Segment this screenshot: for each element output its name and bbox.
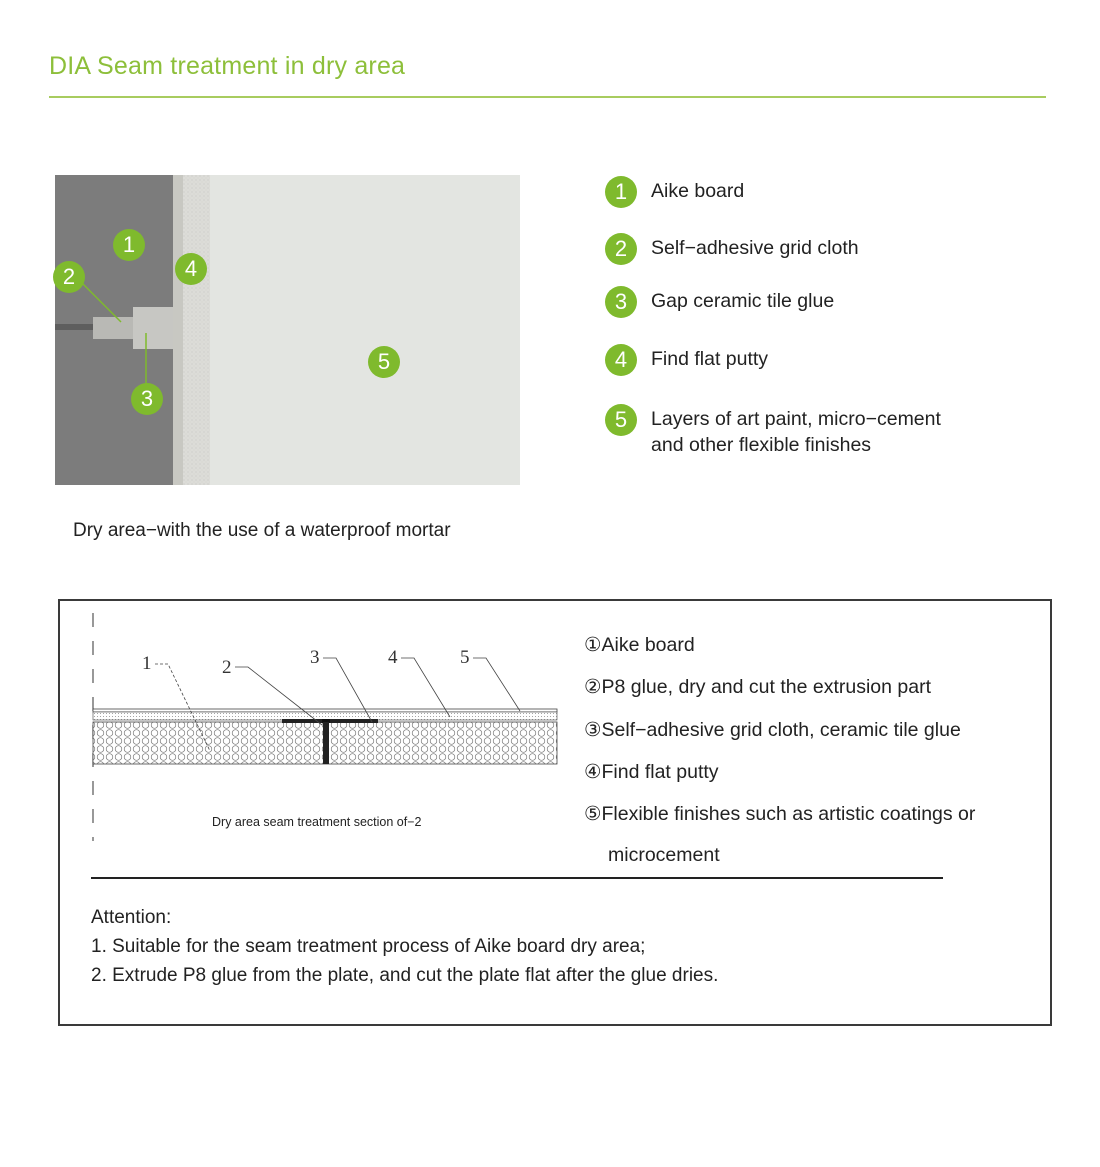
badge-4: 4 <box>175 253 207 285</box>
legend-item-2 <box>605 233 859 265</box>
page-title: DIA Seam treatment in dry area <box>49 52 406 80</box>
seam-glue-fill <box>323 722 329 764</box>
legend-label-3: Gap ceramic tile glue <box>651 290 835 312</box>
legend-badge-3: 3 <box>605 286 637 318</box>
section-label-4: 4 <box>388 647 398 668</box>
section-caption: Dry area seam treatment section of−2 <box>212 815 422 829</box>
detail-panel <box>58 599 1052 1026</box>
badge-5: 5 <box>368 346 400 378</box>
attention-heading: Attention: <box>91 907 172 928</box>
leader-4 <box>401 658 450 717</box>
title-divider <box>49 96 1046 98</box>
legend-item-1 <box>605 176 744 208</box>
section-drawing <box>60 601 580 851</box>
finish-layer-line <box>93 709 557 712</box>
section-label-2: 2 <box>222 657 232 678</box>
legend-item-5 <box>605 404 941 458</box>
legend-label-1: Aike board <box>651 180 745 202</box>
detail-item-2: ②P8 glue, dry and cut the extrusion part <box>584 676 932 698</box>
finish-layer <box>210 175 520 485</box>
putty-layer-band <box>93 712 557 720</box>
legend-badge-1: 1 <box>605 176 637 208</box>
legend-label-2: Self−adhesive grid cloth <box>651 237 859 259</box>
panel-divider <box>91 877 943 879</box>
legend-item-4 <box>605 344 768 376</box>
legend-label-5-line2: and other flexible finishes <box>651 434 872 456</box>
seam-illustration <box>55 175 520 485</box>
seam-illustration-drawing <box>55 175 520 485</box>
detail-item-1: ①Aike board <box>584 634 695 656</box>
section-label-1: 1 <box>142 653 152 674</box>
badge-2: 2 <box>53 261 85 293</box>
detail-item-5-cont: microcement <box>608 844 720 866</box>
section-label-3: 3 <box>310 647 320 668</box>
attention-item-1: 1. Suitable for the seam treatment process of Aike board dry area; <box>91 936 646 957</box>
legend-badge-4: 4 <box>605 344 637 376</box>
legend-badge-5: 5 <box>605 404 637 436</box>
badge-3: 3 <box>131 383 163 415</box>
tile-glue-fill <box>93 317 133 339</box>
detail-item-3: ③Self−adhesive grid cloth, ceramic tile glue <box>584 719 961 741</box>
legend-badge-2: 2 <box>605 233 637 265</box>
legend-item-3 <box>605 286 834 318</box>
legend-label-4: Find flat putty <box>651 348 769 370</box>
attention-item-2: 2. Extrude P8 glue from the plate, and cut the plate flat after the glue dries. <box>91 965 719 986</box>
leader-5 <box>473 658 520 711</box>
legend-label-5 <box>651 404 941 458</box>
board-joint-gap <box>55 324 93 330</box>
grid-cloth-layer <box>173 175 183 485</box>
figure-caption: Dry area−with the use of a waterproof mortar <box>73 520 451 541</box>
section-label-5: 5 <box>460 647 470 668</box>
detail-item-5: ⑤Flexible finishes such as artistic coatings or <box>584 803 976 825</box>
badge-1: 1 <box>113 229 145 261</box>
putty-layer <box>183 175 210 485</box>
tile-glue-patch <box>133 307 173 349</box>
legend-label-5-line1: Layers of art paint, micro−cement <box>651 408 941 430</box>
detail-item-4: ④Find flat putty <box>584 761 719 783</box>
